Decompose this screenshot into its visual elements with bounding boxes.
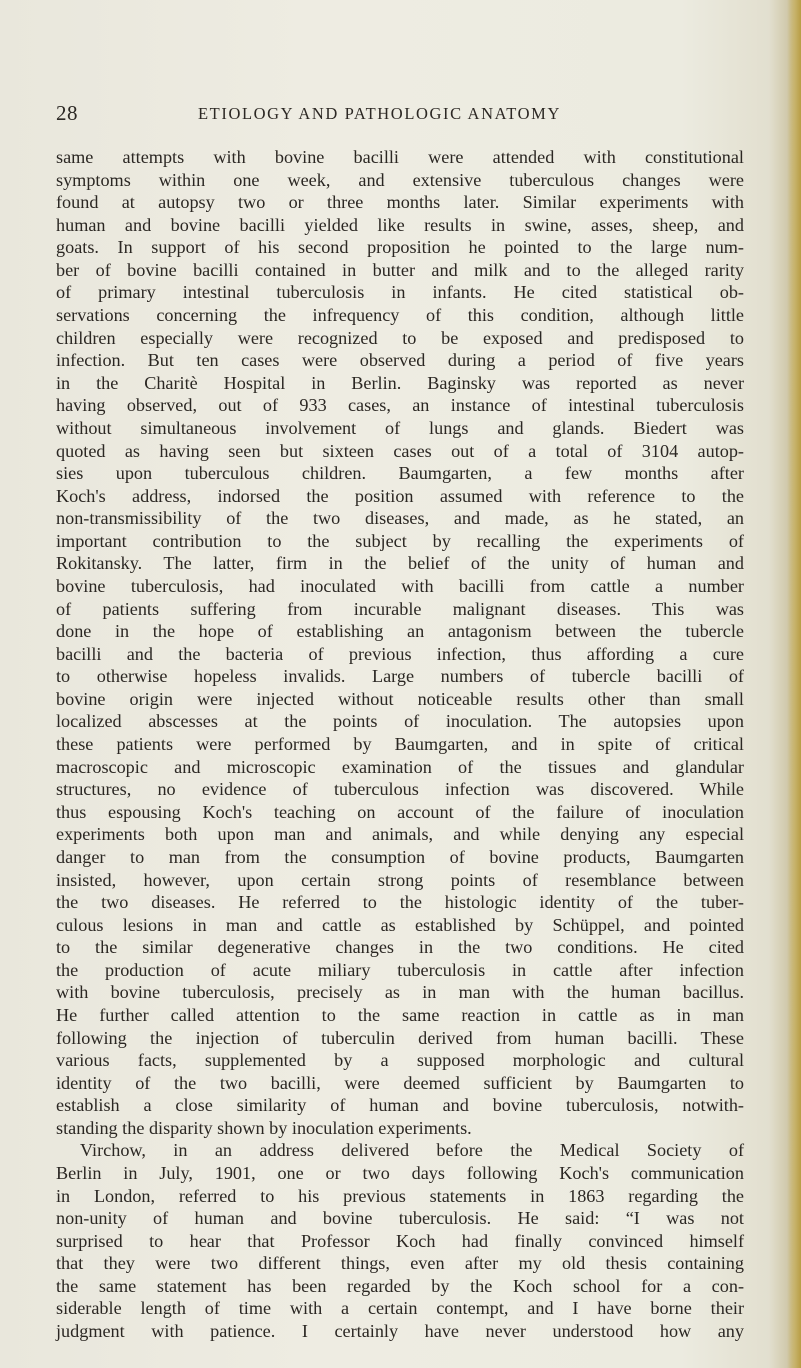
text-line: same attempts with bovine bacilli were attended with constitutional [56, 147, 744, 167]
text-line: identity of the two bacilli, were deemed sufficient by Baumgarten to [56, 1072, 744, 1093]
running-head [56, 101, 746, 131]
text-line: non-transmissibility of the two diseases, and made, as he stated, an [56, 508, 744, 529]
text-line: servations concerning the infrequency of this condition, although little [56, 305, 744, 326]
text-line: the production of acute miliary tuberculosis in cattle after infection [56, 959, 744, 980]
text-line: danger to man from the consumption of bovine products, Baumgarten [56, 846, 744, 867]
text-line-paragraph-start: Virchow, in an address delivered before the Medical Society of [80, 1140, 744, 1161]
text-line: without simultaneous involvement of lungs and glands. Biedert was [56, 417, 744, 438]
text-line: surprised to hear that Professor Koch had finally convinced himself [56, 1230, 744, 1251]
text-line: important contribution to the subject by recalling the experiments of [56, 530, 744, 551]
text-line: ber of bovine bacilli contained in butter and milk and to the alleged rarity [56, 259, 744, 280]
text-line: infection. But ten cases were observed during a period of five years [56, 350, 744, 371]
text-line: symptoms within one week, and extensive tuberculous changes were [56, 169, 744, 190]
page-edge-shadow [787, 0, 801, 1368]
text-line: bovine origin were injected without noticeable results other than small [56, 688, 744, 709]
text-line: the two diseases. He referred to the histologic identity of the tuber- [56, 892, 744, 913]
text-line: macroscopic and microscopic examination of the tissues and glandular [56, 756, 744, 777]
text-line: establish a close similarity of human and bovine tuberculosis, notwith- [56, 1095, 744, 1116]
text-line: non-unity of human and bovine tuberculosis. He said: “I was not [56, 1208, 744, 1229]
text-line: quoted as having seen but sixteen cases out of a total of 3104 autop- [56, 440, 744, 461]
text-line: children especially were recognized to be exposed and predisposed to [56, 327, 744, 348]
text-line: various facts, supplemented by a supposed morphologic and cultural [56, 1050, 744, 1071]
text-line: structures, no evidence of tuberculous infection was discovered. While [56, 779, 744, 800]
text-line: human and bovine bacilli yielded like results in swine, asses, sheep, and [56, 214, 744, 235]
text-line: in the Charitè Hospital in Berlin. Baginsky was reported as never [56, 372, 744, 393]
text-line: in London, referred to his previous statements in 1863 regarding the [56, 1185, 744, 1206]
text-line: goats. In support of his second proposition he pointed to the large num- [56, 237, 744, 258]
text-line: these patients were performed by Baumgarten, and in spite of critical [56, 734, 744, 755]
text-line: bovine tuberculosis, had inoculated with bacilli from cattle a number [56, 575, 744, 596]
text-line: sies upon tuberculous children. Baumgarten, a few months after [56, 463, 744, 484]
text-line: of patients suffering from incurable malignant diseases. This was [56, 598, 744, 619]
text-line: done in the hope of establishing an antagonism between the tubercle [56, 621, 744, 642]
text-line: culous lesions in man and cattle as established by Schüppel, and pointed [56, 914, 744, 935]
text-line: that they were two different things, even after my old thesis containing [56, 1253, 744, 1274]
text-line: the same statement has been regarded by the Koch school for a con- [56, 1275, 744, 1296]
text-line: siderable length of time with a certain contempt, and I have borne their [56, 1298, 744, 1319]
text-line: to the similar degenerative changes in the two conditions. He cited [56, 937, 744, 958]
text-line: bacilli and the bacteria of previous infection, thus affording a cure [56, 643, 744, 664]
text-line: Rokitansky. The latter, firm in the belief of the unity of human and [56, 553, 744, 574]
text-line: localized abscesses at the points of inoculation. The autopsies upon [56, 711, 744, 732]
text-line: found at autopsy two or three months later. Similar experiments with [56, 192, 744, 213]
running-title: ETIOLOGY AND PATHOLOGIC ANATOMY [198, 104, 561, 123]
page-number: 28 [56, 101, 78, 125]
text-line: thus espousing Koch's teaching on account of the failure of inoculation [56, 801, 744, 822]
text-line: following the injection of tuberculin derived from human bacilli. These [56, 1027, 744, 1048]
text-line: with bovine tuberculosis, precisely as in man with the human bacillus. [56, 982, 744, 1003]
body-text [56, 146, 744, 1343]
text-line: judgment with patience. I certainly have never understood how any [56, 1321, 744, 1342]
text-line: having observed, out of 933 cases, an instance of intestinal tuberculosis [56, 395, 744, 416]
text-line-paragraph-end: standing the disparity shown by inoculation experiments. [56, 1117, 472, 1138]
text-line: insisted, however, upon certain strong points of resemblance between [56, 869, 744, 890]
text-line: He further called attention to the same reaction in cattle as in man [56, 1004, 744, 1025]
text-line: Koch's address, indorsed the position assumed with reference to the [56, 485, 744, 506]
text-line: Berlin in July, 1901, one or two days following Koch's communication [56, 1163, 744, 1184]
text-line: to otherwise hopeless invalids. Large numbers of tubercle bacilli of [56, 666, 744, 687]
text-line: experiments both upon man and animals, and while denying any especial [56, 824, 744, 845]
text-line: of primary intestinal tuberculosis in infants. He cited statistical ob- [56, 282, 744, 303]
